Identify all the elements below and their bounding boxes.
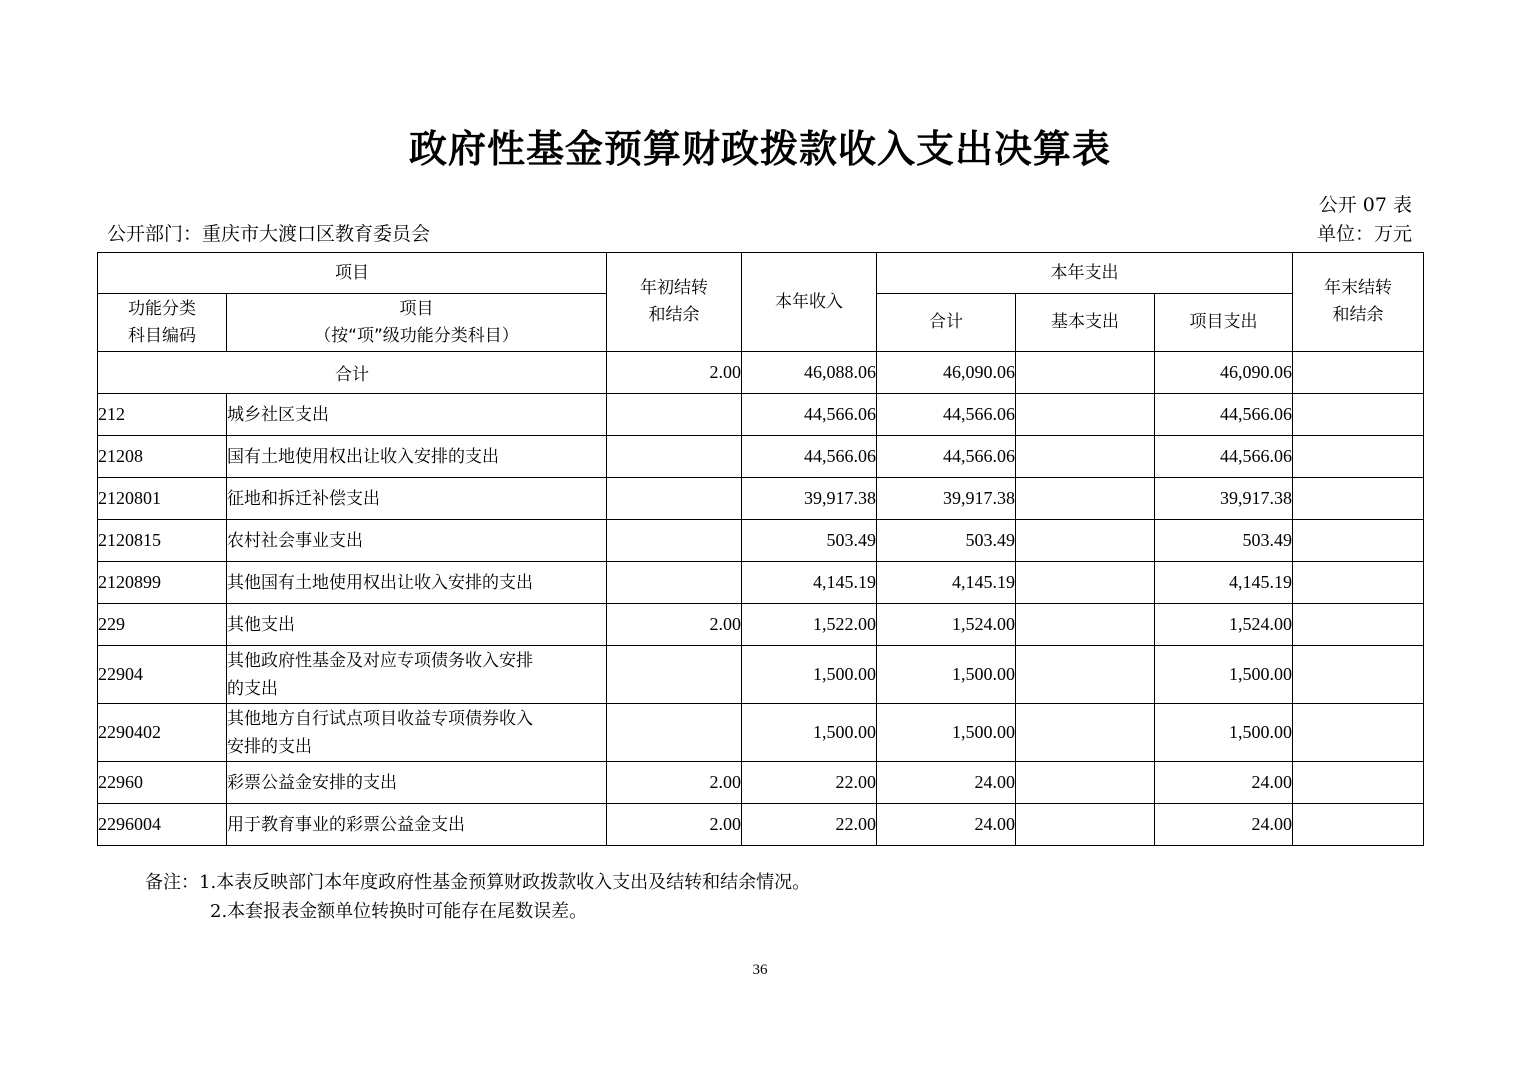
row-opening (607, 520, 742, 562)
row-closing (1293, 762, 1424, 804)
row-name (227, 646, 607, 704)
row-code: 21208 (98, 436, 227, 478)
header-project: 项目 (98, 253, 607, 294)
table-row (98, 562, 1424, 604)
row-expense-basic (1016, 646, 1155, 704)
row-closing (1293, 436, 1424, 478)
header-expense-total: 合计 (877, 294, 1016, 352)
row-code: 229 (98, 604, 227, 646)
header-code-line2: 科目编码 (128, 325, 196, 346)
total-label: 合计 (98, 352, 607, 394)
row-expense-total: 24.00 (877, 804, 1016, 846)
header-closing-line1: 年末结转 (1324, 278, 1392, 298)
budget-table (97, 252, 1424, 846)
row-name-line2: 安排的支出 (227, 736, 312, 757)
row-closing (1293, 704, 1424, 762)
header-opening-balance (607, 253, 742, 352)
row-opening (607, 394, 742, 436)
row-expense-total: 1,500.00 (877, 646, 1016, 704)
row-income: 4,145.19 (742, 562, 877, 604)
total-expense-basic (1016, 352, 1155, 394)
header-opening-line1: 年初结转 (640, 278, 708, 298)
row-code: 2120815 (98, 520, 227, 562)
row-name: 其他国有土地使用权出让收入安排的支出 (227, 562, 607, 604)
row-opening (607, 436, 742, 478)
row-expense-total: 1,500.00 (877, 704, 1016, 762)
row-income: 503.49 (742, 520, 877, 562)
table-row (98, 604, 1424, 646)
table-row (98, 704, 1424, 762)
row-name: 征地和拆迁补偿支出 (227, 478, 607, 520)
row-code: 2120801 (98, 478, 227, 520)
header-income: 本年收入 (742, 253, 877, 352)
row-income: 44,566.06 (742, 394, 877, 436)
header-closing-balance (1293, 253, 1424, 352)
table-row (98, 478, 1424, 520)
table-row (98, 520, 1424, 562)
row-name-line1: 其他政府性基金及对应专项债务收入安排 (227, 650, 533, 671)
row-name-line1: 其他地方自行试点项目收益专项债券收入 (227, 708, 533, 729)
row-name-line2: 的支出 (227, 678, 278, 699)
notes (145, 868, 810, 926)
header-item (227, 294, 607, 352)
table-row (98, 762, 1424, 804)
row-code: 2290402 (98, 704, 227, 762)
row-opening (607, 704, 742, 762)
row-closing (1293, 804, 1424, 846)
row-income: 22.00 (742, 804, 877, 846)
row-expense-project: 4,145.19 (1155, 562, 1293, 604)
total-expense-project: 46,090.06 (1155, 352, 1293, 394)
row-expense-project: 24.00 (1155, 762, 1293, 804)
note-line-1: 备注：1.本表反映部门本年度政府性基金预算财政拨款收入支出及结转和结余情况。 (145, 872, 811, 893)
row-name: 国有土地使用权出让收入安排的支出 (227, 436, 607, 478)
row-closing (1293, 646, 1424, 704)
row-expense-project: 44,566.06 (1155, 394, 1293, 436)
row-income: 22.00 (742, 762, 877, 804)
row-expense-total: 24.00 (877, 762, 1016, 804)
row-expense-project: 1,500.00 (1155, 704, 1293, 762)
table-row (98, 804, 1424, 846)
page-title: 政府性基金预算财政拨款收入支出决算表 (408, 127, 1111, 171)
row-name: 彩票公益金安排的支出 (227, 762, 607, 804)
row-expense-basic (1016, 604, 1155, 646)
row-opening (607, 562, 742, 604)
row-expense-basic (1016, 478, 1155, 520)
row-income: 39,917.38 (742, 478, 877, 520)
table-row (98, 394, 1424, 436)
row-expense-project: 1,524.00 (1155, 604, 1293, 646)
row-expense-total: 44,566.06 (877, 394, 1016, 436)
total-closing (1293, 352, 1424, 394)
row-expense-basic (1016, 436, 1155, 478)
table-row (98, 646, 1424, 704)
page-number: 36 (752, 962, 768, 978)
row-expense-total: 1,524.00 (877, 604, 1016, 646)
total-income: 46,088.06 (742, 352, 877, 394)
row-expense-total: 503.49 (877, 520, 1016, 562)
row-expense-total: 4,145.19 (877, 562, 1016, 604)
header-expense-basic: 基本支出 (1016, 294, 1155, 352)
department-label: 公开部门：重庆市大渡口区教育委员会 (107, 223, 431, 245)
total-row (98, 352, 1424, 394)
row-expense-basic (1016, 562, 1155, 604)
row-expense-project: 24.00 (1155, 804, 1293, 846)
row-expense-basic (1016, 520, 1155, 562)
row-name: 用于教育事业的彩票公益金支出 (227, 804, 607, 846)
row-opening (607, 646, 742, 704)
row-opening: 2.00 (607, 804, 742, 846)
row-closing (1293, 478, 1424, 520)
header-expense: 本年支出 (877, 253, 1293, 294)
row-income: 1,522.00 (742, 604, 877, 646)
form-number: 公开 07 表 (1318, 194, 1412, 216)
row-closing (1293, 520, 1424, 562)
row-name: 其他支出 (227, 604, 607, 646)
note-line-2: 2.本套报表金额单位转换时可能存在尾数误差。 (210, 901, 588, 922)
table-row (98, 436, 1424, 478)
row-closing (1293, 562, 1424, 604)
header-expense-project: 项目支出 (1155, 294, 1293, 352)
header-closing-line2: 和结余 (1332, 305, 1384, 325)
row-expense-basic (1016, 394, 1155, 436)
header-item-line2: （按“项”级功能分类科目） (314, 325, 519, 346)
row-expense-project: 503.49 (1155, 520, 1293, 562)
row-code: 2120899 (98, 562, 227, 604)
row-income: 44,566.06 (742, 436, 877, 478)
row-opening: 2.00 (607, 604, 742, 646)
row-income: 1,500.00 (742, 646, 877, 704)
row-name: 城乡社区支出 (227, 394, 607, 436)
row-code: 22904 (98, 646, 227, 704)
header-code-line1: 功能分类 (128, 298, 196, 319)
row-name: 农村社会事业支出 (227, 520, 607, 562)
row-expense-project: 39,917.38 (1155, 478, 1293, 520)
unit-label: 单位：万元 (1316, 223, 1412, 245)
row-expense-basic (1016, 704, 1155, 762)
row-expense-basic (1016, 804, 1155, 846)
total-opening: 2.00 (607, 352, 742, 394)
header-opening-line2: 和结余 (648, 305, 700, 325)
header-item-line1: 项目 (399, 298, 434, 319)
row-income: 1,500.00 (742, 704, 877, 762)
row-expense-total: 39,917.38 (877, 478, 1016, 520)
row-code: 22960 (98, 762, 227, 804)
row-code: 212 (98, 394, 227, 436)
header-code (98, 294, 227, 352)
row-name (227, 704, 607, 762)
row-closing (1293, 604, 1424, 646)
row-expense-total: 44,566.06 (877, 436, 1016, 478)
row-closing (1293, 394, 1424, 436)
row-expense-basic (1016, 762, 1155, 804)
row-expense-project: 44,566.06 (1155, 436, 1293, 478)
row-expense-project: 1,500.00 (1155, 646, 1293, 704)
row-code: 2296004 (98, 804, 227, 846)
total-expense-total: 46,090.06 (877, 352, 1016, 394)
row-opening (607, 478, 742, 520)
row-opening: 2.00 (607, 762, 742, 804)
